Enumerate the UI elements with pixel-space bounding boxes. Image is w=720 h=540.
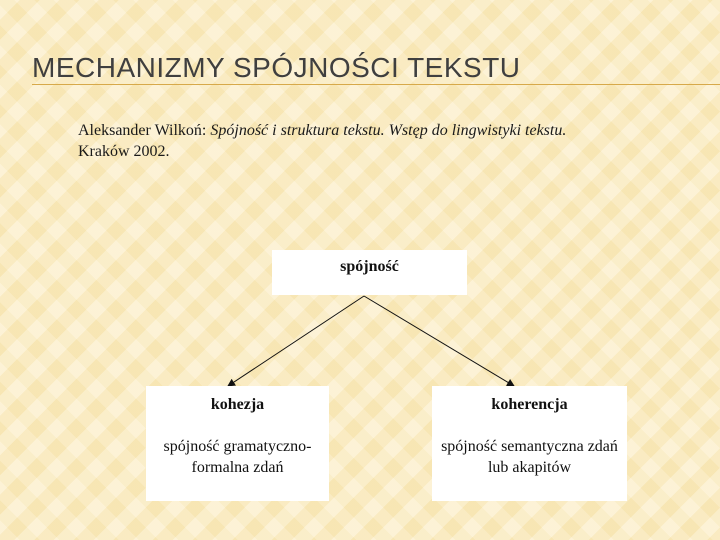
node-spojnosc-label: spójność [340,258,399,275]
arrow-to-koherencja [364,296,514,386]
slide-title: MECHANIZMY SPÓJNOŚCI TEKSTU [32,52,521,83]
node-kohezja-label: kohezja [210,396,265,413]
citation-place-year: Kraków 2002. [78,143,170,160]
citation-work-title: Spójność i struktura tekstu. Wstęp do lingwistyki tekstu. [210,122,567,139]
node-koherencja-description: spójność semantyczna zdań lub akapitów [441,438,618,476]
node-koherencja [432,386,627,501]
arrow-to-kohezja [228,296,364,386]
node-koherencja-label: koherencja [491,396,568,413]
citation-author: Aleksander Wilkoń: [78,122,211,139]
node-kohezja-description: spójność gramatyczno-formalna zdań [163,438,312,476]
node-kohezja [146,386,329,501]
node-spojnosc [272,250,467,295]
